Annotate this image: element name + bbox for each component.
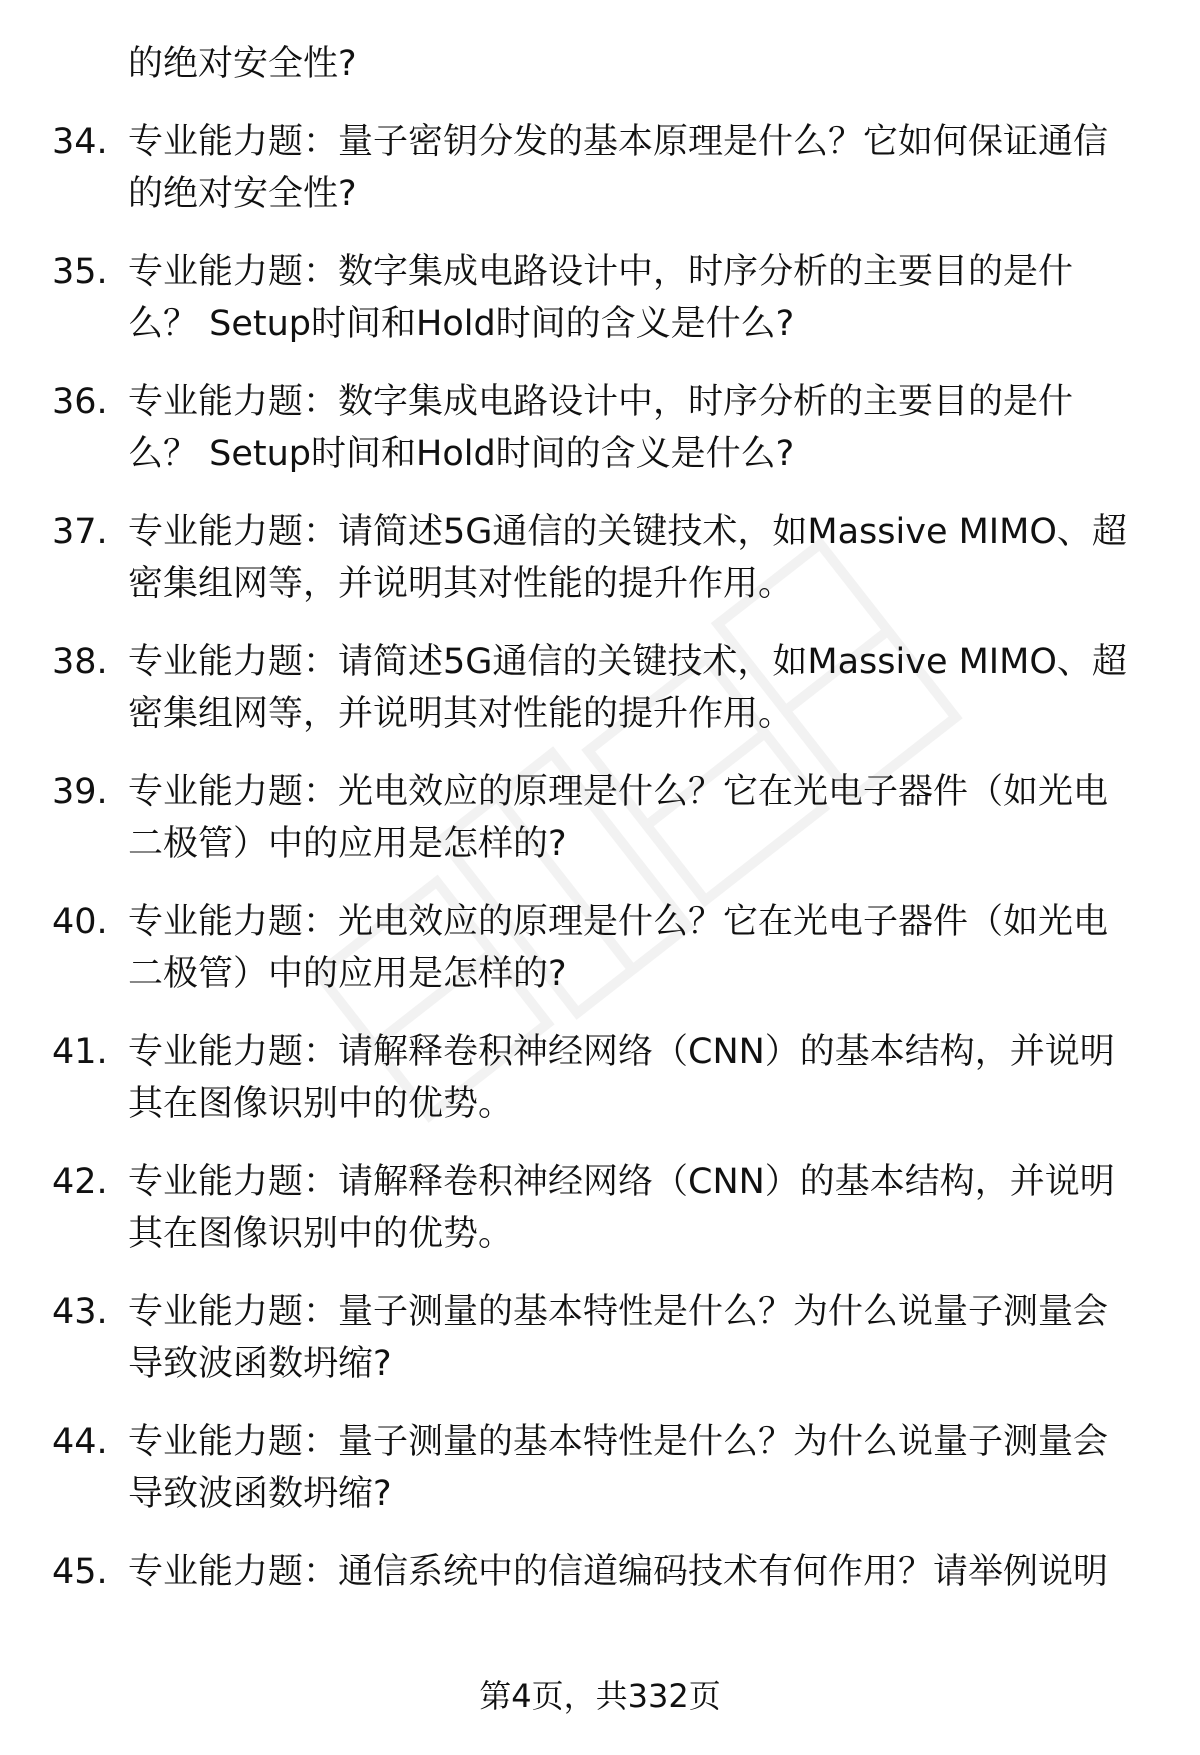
question-item xyxy=(0,1416,1200,1520)
question-text: 专业能力题：请简述5G通信的关键技术，如Massive MIMO、超 密集组网等，并说明其对性能的提升作用。 xyxy=(128,642,1127,734)
question-text: 专业能力题：请解释卷积神经网络（CNN）的基本结构，并说明 其在图像识别中的优势。 xyxy=(128,1162,1115,1254)
question-item xyxy=(0,1546,1200,1598)
question-item xyxy=(0,636,1200,740)
question-text: 专业能力题：量子测量的基本特性是什么？为什么说量子测量会 导致波函数坍缩? xyxy=(128,1422,1109,1514)
question-number: 37. xyxy=(52,512,108,552)
question-text: 专业能力题：光电效应的原理是什么？它在光电子器件（如光电 二极管）中的应用是怎样的? xyxy=(128,902,1109,994)
question-text: 专业能力题：量子测量的基本特性是什么？为什么说量子测量会 导致波函数坍缩? xyxy=(128,1292,1109,1384)
question-text: 专业能力题：光电效应的原理是什么？它在光电子器件（如光电 二极管）中的应用是怎样的? xyxy=(128,772,1109,864)
question-text: 专业能力题：量子密钥分发的基本原理是什么？它如何保证通信 的绝对安全性? xyxy=(128,122,1109,214)
question-item xyxy=(0,1156,1200,1260)
question-item xyxy=(0,1286,1200,1390)
question-number: 34. xyxy=(52,122,108,162)
question-number: 42. xyxy=(52,1162,108,1202)
question-list xyxy=(0,38,1200,1598)
question-number: 40. xyxy=(52,902,108,942)
question-text: 专业能力题：请解释卷积神经网络（CNN）的基本结构，并说明 其在图像识别中的优势。 xyxy=(128,1032,1115,1124)
continued-text: 的绝对安全性? xyxy=(128,44,357,84)
question-text: 专业能力题：请简述5G通信的关键技术，如Massive MIMO、超 密集组网等，并说明其对性能的提升作用。 xyxy=(128,512,1127,604)
question-number: 43. xyxy=(52,1292,108,1332)
question-number: 41. xyxy=(52,1032,108,1072)
question-number: 39. xyxy=(52,772,108,812)
question-item xyxy=(0,896,1200,1000)
question-item xyxy=(0,766,1200,870)
question-number: 36. xyxy=(52,382,108,422)
question-item xyxy=(0,506,1200,610)
question-number: 35. xyxy=(52,252,108,292)
question-text: 专业能力题：数字集成电路设计中，时序分析的主要目的是什 么？ Setup时间和Hold时间的含义是什么? xyxy=(128,382,1074,474)
question-number: 45. xyxy=(52,1552,108,1592)
question-number: 38. xyxy=(52,642,108,682)
question-item xyxy=(0,1026,1200,1130)
question-text: 专业能力题：通信系统中的信道编码技术有何作用？请举例说明 xyxy=(128,1552,1109,1592)
question-text: 专业能力题：数字集成电路设计中，时序分析的主要目的是什 么？ Setup时间和Hold时间的含义是什么? xyxy=(128,252,1074,344)
question-item xyxy=(0,116,1200,220)
question-item xyxy=(0,376,1200,480)
question-item xyxy=(0,246,1200,350)
page-footer: 第4页，共332页 xyxy=(479,1677,721,1715)
question-number: 44. xyxy=(52,1422,108,1462)
